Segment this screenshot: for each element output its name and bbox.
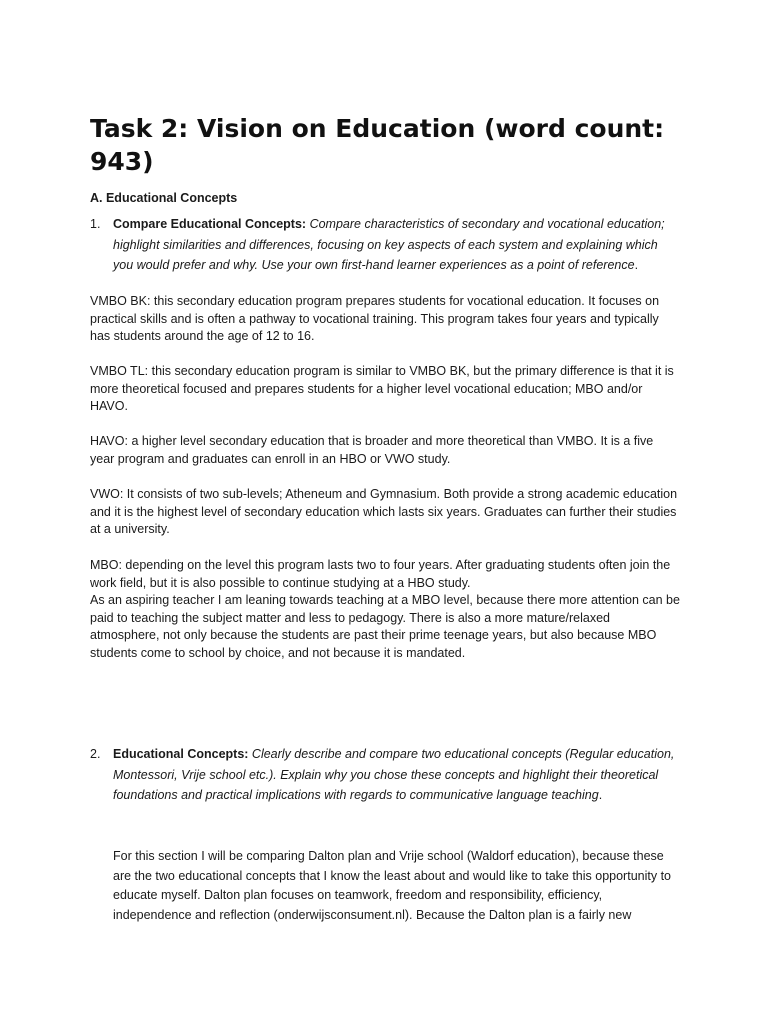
paragraph-vwo: VWO: It consists of two sub-levels; Atheneum and Gymnasium. Both provide a strong academic education and it is the highest level of secondary education which lasts six years. Graduates can further their studies at a university. — [90, 487, 678, 536]
paragraph-havo: HAVO: a higher level secondary education that is broader and more theoretical than VMBO. It is a five year program and graduates can enroll in an HBO or VWO study. — [90, 434, 654, 466]
task-2-label: Educational Concepts: — [113, 747, 249, 761]
task-1-end: . — [634, 258, 639, 272]
task-1 — [90, 214, 680, 276]
paragraph-dalton: For this section I will be comparing Dalton plan and Vrije school (Waldorf education), because these are the two educational concepts that I know the least about and would like to take this opportunity to educate myself. Dalton plan focuses on teamwork, freedom and responsibility, efficiency, independence and reflection (onderwijsconsument.nl). Because the Dalton plan is a fairly new — [113, 849, 671, 922]
paragraph-vmbo-bk: VMBO BK: this secondary education program prepares students for vocational education. It focuses on practical skills and is often a pathway to vocational training. This program takes four years and typically has students around the age of 12 to 16. — [90, 294, 660, 343]
task-2-instructions: Clearly describe and compare two educational concepts (Regular education, Montessori, Vrije school etc.). Explain why you chose these concepts and highlight their theoretical foundations and practical implications with regards to communicative language teaching — [113, 747, 675, 802]
task-1-instructions: Compare characteristics of secondary and vocational education; highlight similarities and differences, focusing on key aspects of each system and explaining which you would prefer and why. Use your own first-hand learner experiences as a point of reference — [113, 217, 665, 272]
task-2 — [90, 744, 680, 806]
task-1-body — [113, 214, 680, 276]
task-2-number: 2. — [90, 747, 101, 761]
task-2-body — [113, 744, 680, 806]
paragraph-vmbo-tl: VMBO TL: this secondary education program is similar to VMBO BK, but the primary difference is that it is more theoretical focused and prepares students for a higher level vocational education; MBO and/or HAVO. — [90, 364, 674, 413]
document-title: Task 2: Vision on Education (word count: 943) — [90, 114, 665, 176]
task-1-label: Compare Educational Concepts: — [113, 217, 307, 231]
task-1-number: 1. — [90, 217, 101, 231]
task-2-end: . — [598, 788, 603, 802]
paragraph-mbo: MBO: depending on the level this program lasts two to four years. After graduating students often join the work field, but it is also possible to continue studying at a HBO study. — [90, 558, 671, 590]
section-heading: A. Educational Concepts — [90, 191, 238, 205]
paragraph-mbo-preference: As an aspiring teacher I am leaning towards teaching at a MBO level, because there more attention can be paid to teaching the subject matter and less to pedagogy. There is also a more mature/relaxed atmosphere, not only because the students are past their prime teenage years, but also because MBO students come to school by choice, and not because it is mandated. — [90, 593, 680, 660]
